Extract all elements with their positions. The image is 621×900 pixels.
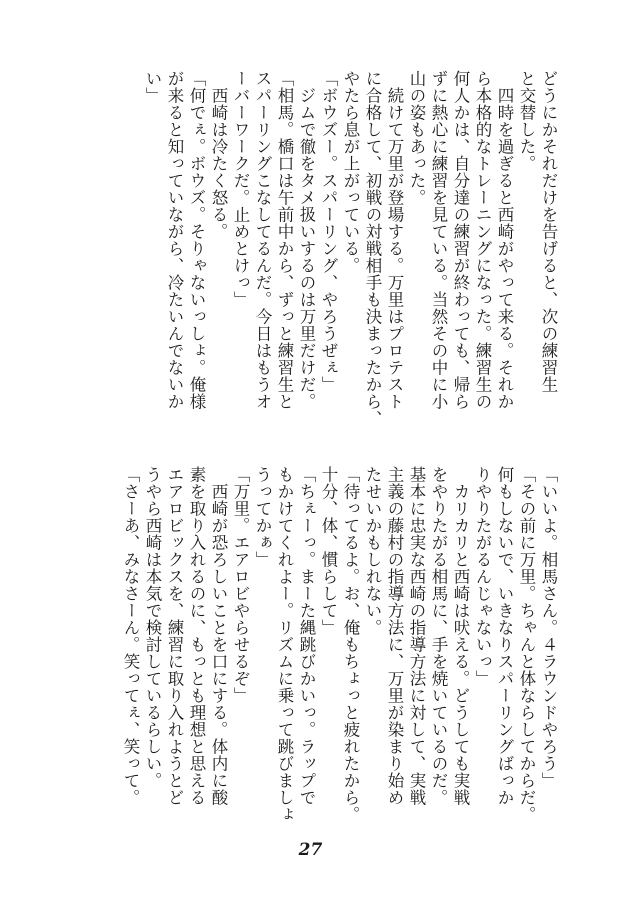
lower-text-block [49, 466, 559, 823]
text-line: 続けて万里が登場する。万里はプロテスト [385, 70, 404, 410]
text-line: 「さーあ、みなさーん。笑ってぇ、笑って。 [121, 466, 140, 806]
text-line: と交替した。 [517, 70, 536, 172]
text-line: 「何でぇ。ボウズ。そりゃないっしょ。俺様 [187, 70, 206, 410]
text-line: スパーリングこなしてるんだ。今日はもうオ [253, 70, 272, 410]
page-number: 27 [298, 840, 323, 860]
text-line: 何もしないで、いきなりスパーリングばっか [495, 466, 514, 806]
text-line: 「その前に万里。ちゃんと体ならしてからだ。 [517, 466, 536, 823]
text-line: りやりたがるんじゃないっ」 [473, 466, 492, 687]
text-line: たせいかもしれない。 [363, 466, 382, 636]
text-line: 「いいよ。相馬さん。４ラウンドやろう」 [539, 466, 558, 789]
text-line: ずに熱心に練習を見ている。当然その中に小 [429, 70, 448, 410]
text-line: 四時を過ぎると西崎がやって来る。それか [495, 70, 514, 410]
text-line: 十分、体、慣らして」 [319, 466, 338, 636]
text-line: 山の姿もあった。 [407, 70, 426, 206]
text-line: エアロビックスを、練習に取り入れようとど [165, 466, 184, 806]
text-line: もかけてくれよー。リズムに乗って跳びましょ [275, 466, 294, 823]
text-line: うやら西崎は本気で検討しているらしい。 [143, 466, 162, 789]
text-line: ジムで徹をタメ扱いするのは万里だけだ。 [297, 70, 316, 410]
text-line: 西崎は冷たく怒る。 [209, 70, 228, 240]
text-line: に合格して、初戦の対戦相手も決まったから、 [363, 70, 382, 427]
text-line: ら本格的なトレーニングになった。練習生の [473, 70, 492, 410]
text-line: 基本に忠実な西崎の指導方法に対して、実戦 [407, 466, 426, 806]
text-line: やたら息が上がっている。 [341, 70, 360, 274]
text-line: ーバーワークだ。止めとけっ」 [231, 70, 250, 308]
text-line: どうにかそれだけを告げると、次の練習生 [539, 70, 558, 393]
text-line: 主義の藤村の指導方法に、万里が染まり始め [385, 466, 404, 806]
text-line: 「相馬。橋口は午前中から、ずっと練習生と [275, 70, 294, 410]
upper-text-block [49, 70, 559, 427]
text-line: カリカリと西崎は吠える。どうしても実戦 [451, 466, 470, 806]
text-line: 「ちぇーっ。まーた縄跳びかいっ。ラップで [297, 466, 316, 806]
text-line: 何人かは、自分達の練習が終わっても、帰ら [451, 70, 470, 410]
text-line: が来ると知っていながら、冷たいんでないか [165, 70, 184, 410]
text-line: 「万里。エアロビやらせるぞ」 [231, 466, 250, 704]
text-line: い」 [143, 70, 162, 104]
text-line: をやりたがる相馬に、手を焼いているのだ。 [429, 466, 448, 806]
text-line: 「待ってるよ。お、俺もちょっと疲れたから。 [341, 466, 360, 823]
text-line: うってかぁ」 [253, 466, 272, 568]
text-line: 「ボウズー。スパーリング、やろうぜぇ」 [319, 70, 338, 393]
text-line: 西崎が恐ろしいことを口にする。体内に酸 [209, 466, 228, 806]
text-line: 素を取り入れるのに、もっとも理想と思える [187, 466, 206, 806]
